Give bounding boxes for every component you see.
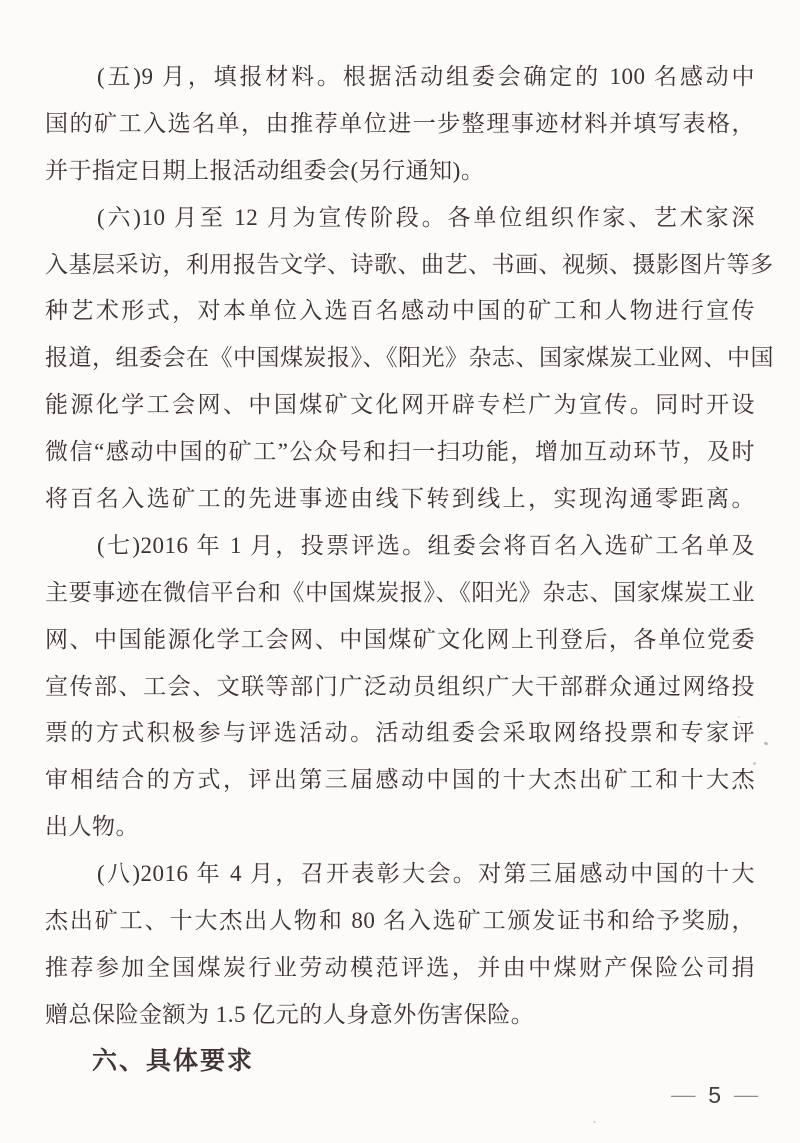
footer-dash-left: —: [671, 1082, 696, 1108]
paragraph-item-5: [45, 54, 755, 195]
text-line: 宣传部、工会、文联等部门广泛动员组织广大干部群众通过网络投: [45, 673, 755, 699]
text-line: (六)10 月至 12 月为宣传阶段。各单位组织作家、艺术家深: [97, 204, 755, 230]
paragraph-item-6: [45, 195, 774, 523]
page-footer: [671, 1080, 758, 1110]
text-line: 网、中国能源化学工会网、中国煤矿文化网上刊登后，各单位党委: [45, 626, 755, 652]
text-line: 杰出矿工、十大杰出人物和 80 名入选矿工颁发证书和给予奖励，: [45, 908, 755, 934]
scan-speck: [738, 716, 740, 718]
text-line: 票的方式积极参与评选活动。活动组委会采取网络投票和专家评: [45, 720, 755, 746]
page-number: 5: [708, 1082, 721, 1108]
scan-speck: [593, 1121, 596, 1123]
footer-dash-right: —: [734, 1082, 758, 1108]
section-heading: 六、具体要求: [92, 1046, 255, 1075]
text-line: 主要事迹在微信平台和《中国煤炭报》、《阳光》杂志、国家煤炭工业: [45, 579, 755, 605]
scan-speck: [753, 762, 756, 765]
text-line: 种艺术形式，对本单位入选百名感动中国的矿工和人物进行宣传: [45, 298, 755, 324]
text-line: (七)2016 年 1 月，投票评选。组委会将百名入选矿工名单及: [97, 532, 755, 558]
text-line: 推荐参加全国煤炭行业劳动模范评选，并由中煤财产保险公司捐: [45, 954, 755, 980]
text-line: 赠总保险金额为 1.5 亿元的人身意外伤害保险。: [45, 1001, 535, 1027]
text-line: 报道，组委会在《中国煤炭报》、《阳光》杂志、国家煤炭工业网、中国: [45, 345, 774, 371]
text-line: 出人物。: [45, 814, 139, 840]
paragraph-item-7: [45, 523, 755, 851]
text-line: 国的矿工入选名单，由推荐单位进一步整理事迹材料并填写表格，: [45, 110, 755, 136]
text-line: 微信“感动中国的矿工”公众号和扫一扫功能，增加互动环节，及时: [45, 439, 755, 465]
text-line: (八)2016 年 4 月，召开表彰大会。对第三届感动中国的十大: [97, 861, 755, 887]
paragraph-item-8: [45, 851, 755, 1039]
text-line: 并于指定日期上报活动组委会(另行通知)。: [45, 157, 485, 183]
text-line: 入基层采访，利用报告文学、诗歌、曲艺、书画、视频、摄影图片等多: [45, 251, 774, 277]
text-line: 能源化学工会网、中国煤矿文化网开辟专栏广为宣传。同时开设: [45, 392, 755, 418]
text-line: (五)9 月，填报材料。根据活动组委会确定的 100 名感动中: [97, 64, 755, 89]
text-line: 审相结合的方式，评出第三届感动中国的十大杰出矿工和十大杰: [45, 767, 755, 793]
text-line: 将百名入选矿工的先进事迹由线下转到线上，实现沟通零距离。: [45, 486, 755, 512]
